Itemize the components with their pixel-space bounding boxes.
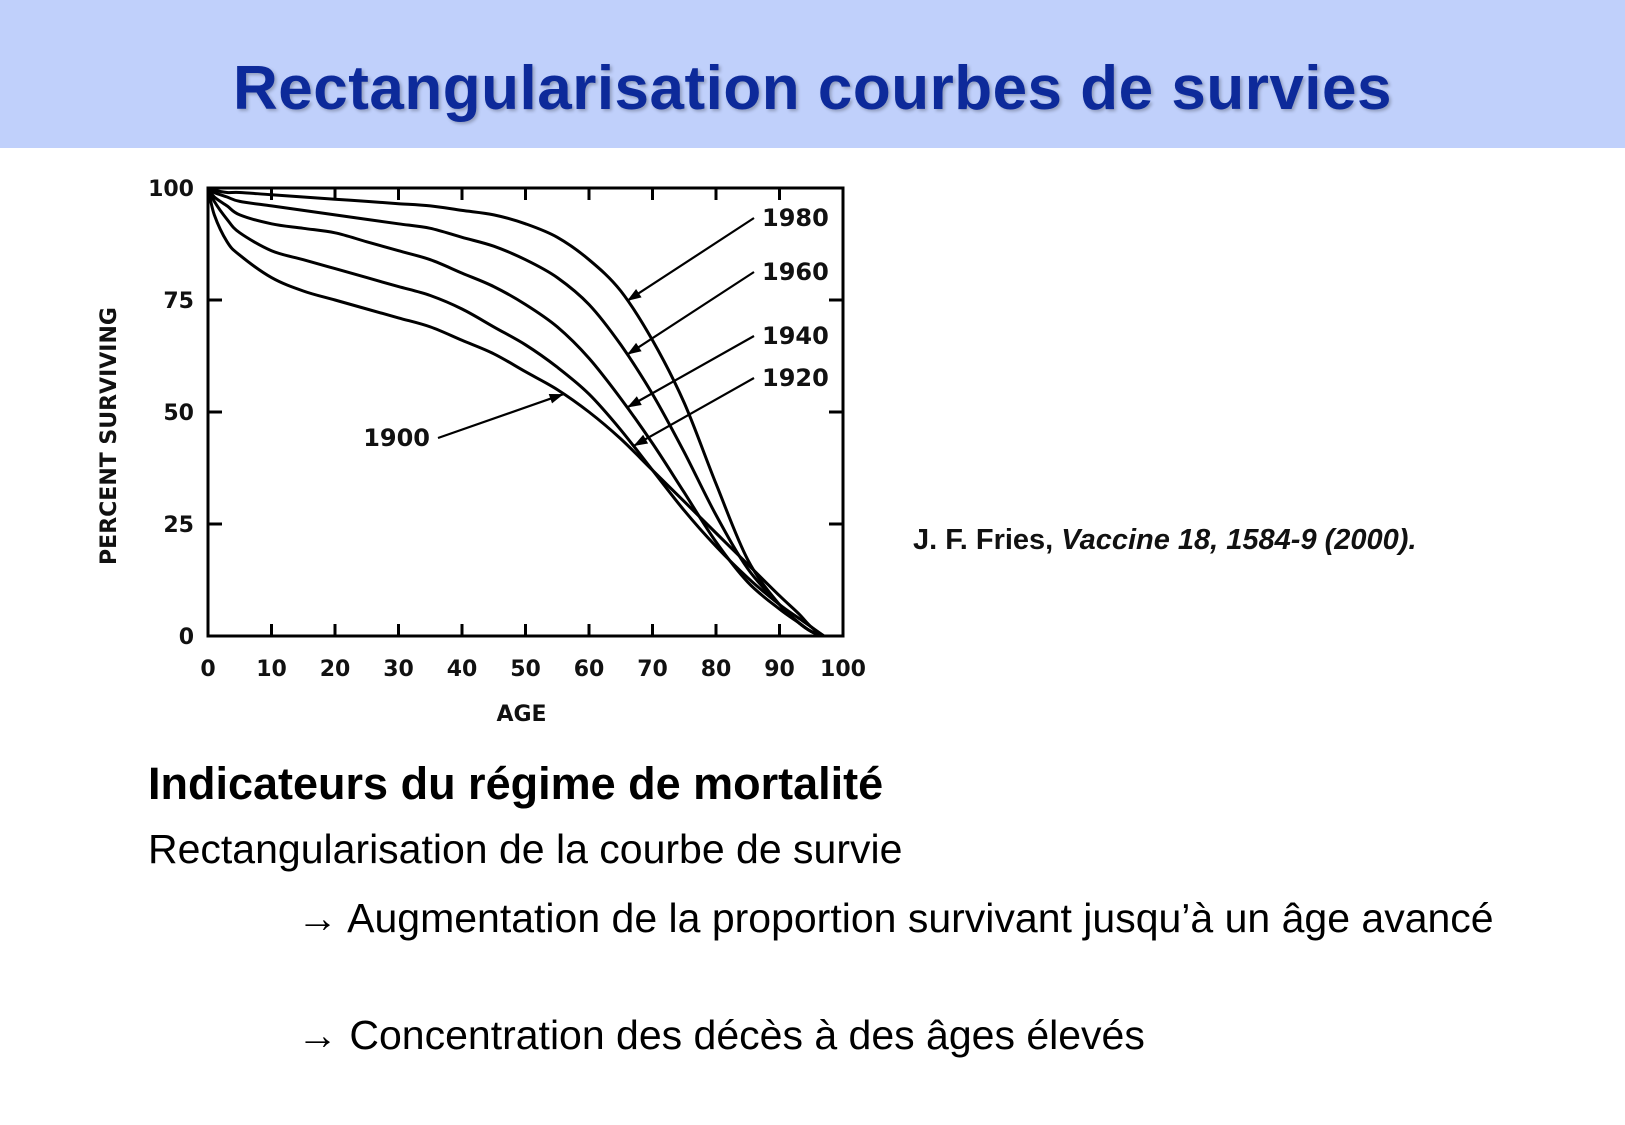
section-subheading: Rectangularisation de la courbe de survie xyxy=(148,826,903,872)
x-tick-label: 10 xyxy=(256,657,287,682)
survival-chart xyxy=(80,168,880,738)
series-label-1960: 1960 xyxy=(762,258,829,286)
x-tick-label: 100 xyxy=(820,657,866,682)
x-tick-label: 70 xyxy=(637,657,668,682)
series-arrowhead-1940 xyxy=(627,396,642,407)
x-tick-label: 80 xyxy=(700,657,732,682)
slide-title: Rectangularisation courbes de survies xyxy=(233,54,1392,123)
series-arrow-1900 xyxy=(438,394,564,438)
series-arrowhead-1960 xyxy=(627,343,641,355)
series-arrow-1920 xyxy=(633,378,754,446)
series-arrowhead-1980 xyxy=(627,289,641,301)
citation-authors: J. F. Fries, xyxy=(913,524,1054,556)
series-arrow-1980 xyxy=(627,218,754,301)
series-arrowhead-1920 xyxy=(633,435,648,446)
x-tick-label: 0 xyxy=(200,657,216,682)
series-arrowhead-1900 xyxy=(549,394,564,403)
citation xyxy=(913,524,1417,557)
x-tick-label: 50 xyxy=(510,657,541,682)
x-tick-label: 90 xyxy=(764,657,795,682)
series-arrow-1940 xyxy=(627,336,754,408)
series-line-1960 xyxy=(208,188,824,636)
series-label-1940: 1940 xyxy=(762,322,829,350)
bullet-item: → Augmentation de la proportion survivant jusqu’à un âge avancé xyxy=(297,895,1494,941)
y-tick-label: 75 xyxy=(163,289,194,314)
series-label-1900: 1900 xyxy=(363,424,430,452)
citation-journal: Vaccine 18, 1584-9 (2000). xyxy=(1061,524,1417,556)
x-tick-label: 20 xyxy=(319,657,351,682)
y-tick-label: 50 xyxy=(163,401,194,426)
y-axis-label: PERCENT SURVIVING xyxy=(97,307,122,565)
y-tick-label: 25 xyxy=(163,513,194,538)
bullet-item: → Concentration des décès à des âges élevés xyxy=(297,1012,1145,1058)
series-label-1920: 1920 xyxy=(762,364,829,392)
y-tick-label: 0 xyxy=(178,625,194,650)
x-tick-label: 40 xyxy=(446,657,478,682)
x-tick-label: 30 xyxy=(383,657,414,682)
section-heading: Indicateurs du régime de mortalité xyxy=(148,758,884,809)
x-tick-label: 60 xyxy=(573,657,605,682)
x-axis-label: AGE xyxy=(496,702,547,727)
series-arrow-1960 xyxy=(627,272,754,355)
y-tick-label: 100 xyxy=(148,177,194,202)
series-label-1980: 1980 xyxy=(762,204,829,232)
